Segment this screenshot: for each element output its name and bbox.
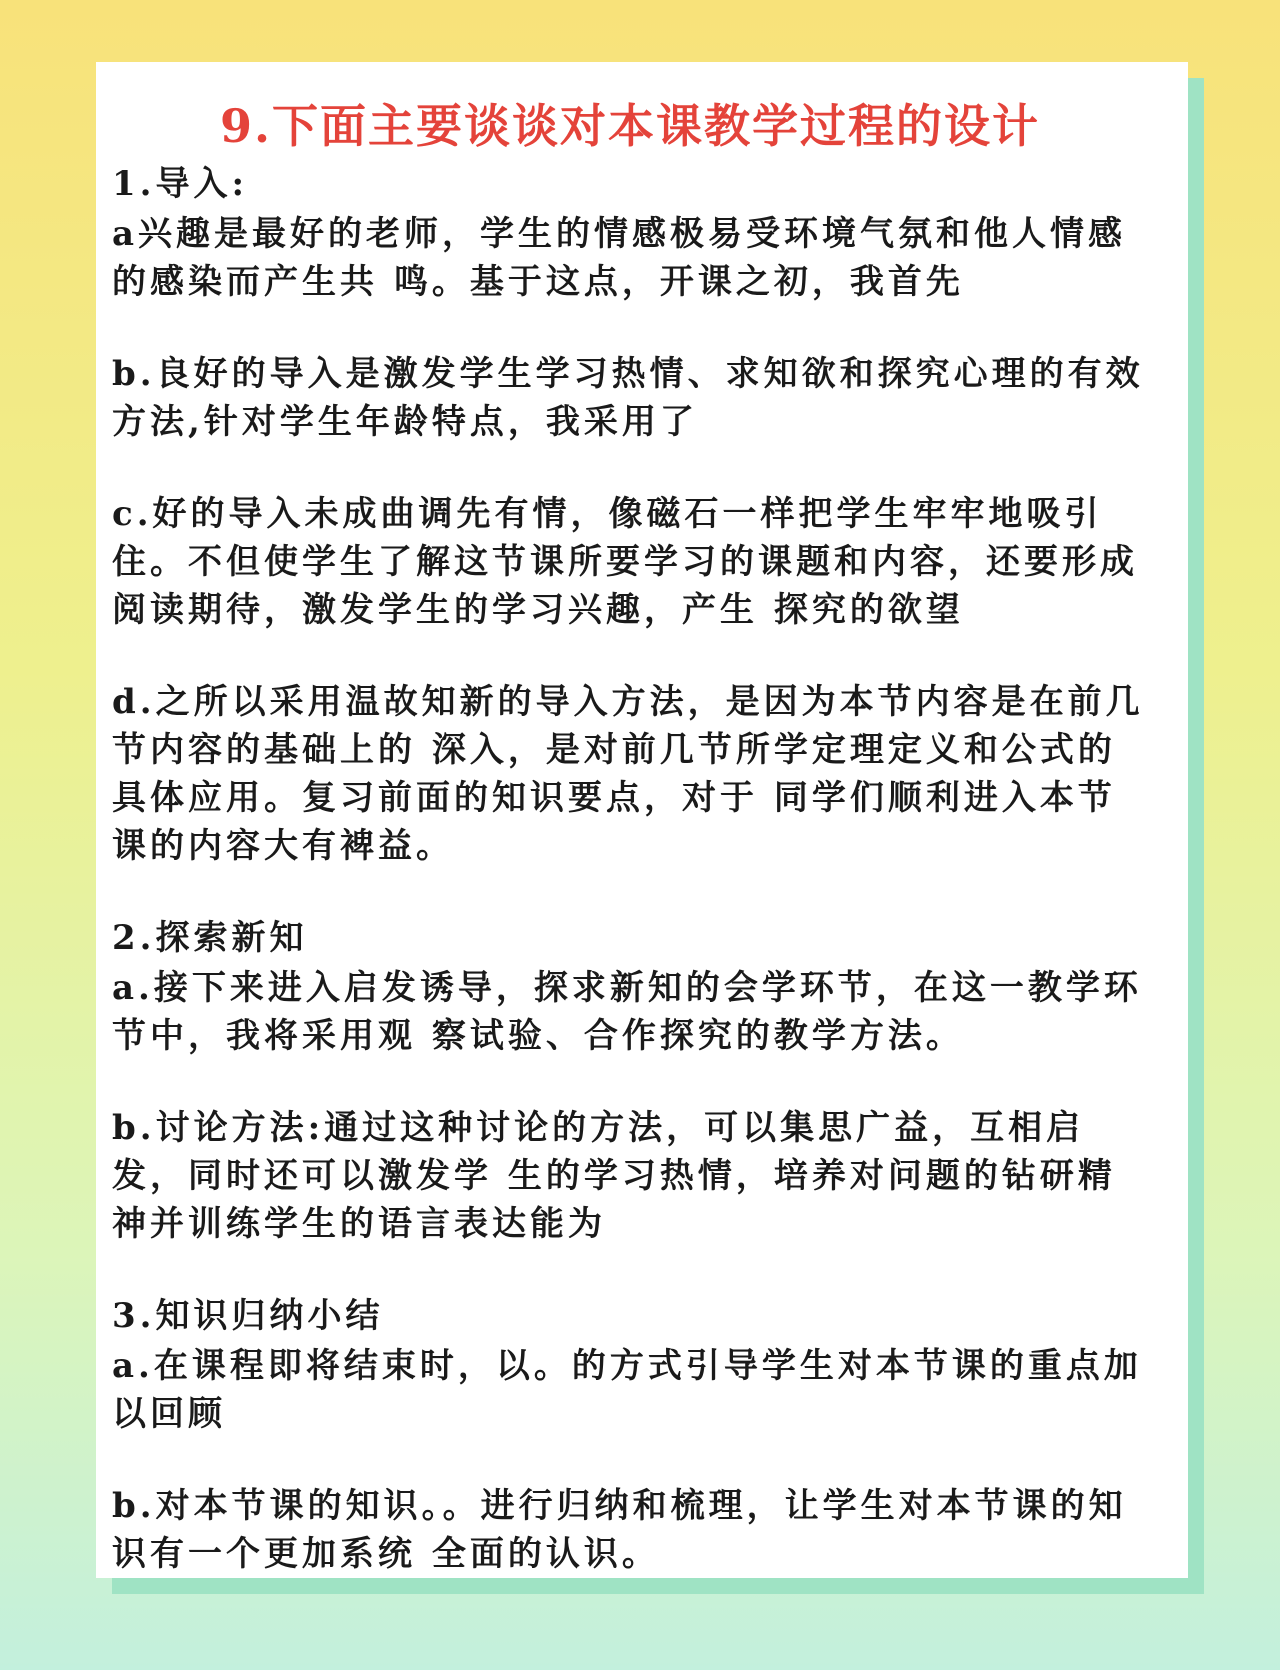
section-paragraph: c.好的导入未成曲调先有情，像磁石一样把学生牢牢地吸引住。不但使学生了解这节课所要学习的课题和内容，还要形成阅读期待，激发学生的学习兴趣，产生 探究的欲望 [112, 494, 1138, 630]
section-heading: 3.知识归纳小结 [112, 1296, 384, 1336]
section-paragraph: b.讨论方法:通过这种讨论的方法，可以集思广益，互相启发，同时还可以激发学 生的学习热情，培养对问题的钻研精神并训练学生的语言表达能为 [112, 1108, 1116, 1244]
section-summary [112, 1292, 1148, 1578]
section-heading: 1.导入: [112, 164, 249, 204]
content-card [96, 62, 1188, 1578]
section-paragraph: d.之所以采用温故知新的导入方法，是因为本节内容是在前几节内容的基础上的 深入，是对前几节所学定理定义和公式的具体应用。复习前面的知识要点，对于 同学们顺利进入本节课的内容大有裨益。 [112, 682, 1144, 866]
section-explore [112, 914, 1148, 1248]
section-paragraph: b.良好的导入是激发学生学习热情、求知欲和探究心理的有效方法,针对学生年龄特点，我采用了 [112, 354, 1144, 442]
section-paragraph: a.接下来进入启发诱导，探求新知的会学环节，在这一教学环节中，我将采用观 察试验、合作探究的教学方法。 [112, 968, 1142, 1056]
page-title: 9.下面主要谈谈对本课教学过程的设计 [219, 99, 1041, 153]
section-paragraph: a.在课程即将结束时，以。的方式引导学生对本节课的重点加以回顾 [112, 1346, 1142, 1434]
section-paragraph: b.对本节课的知识。。进行归纳和梳理，让学生对本节课的知识有一个更加系统 全面的认识。 [112, 1486, 1127, 1574]
section-intro [112, 160, 1148, 870]
section-heading: 2.探索新知 [112, 918, 308, 958]
section-paragraph: a兴趣是最好的老师，学生的情感极易受环境气氛和他人情感的感染而产生共 鸣。基于这点，开课之初，我首先 [112, 214, 1127, 302]
